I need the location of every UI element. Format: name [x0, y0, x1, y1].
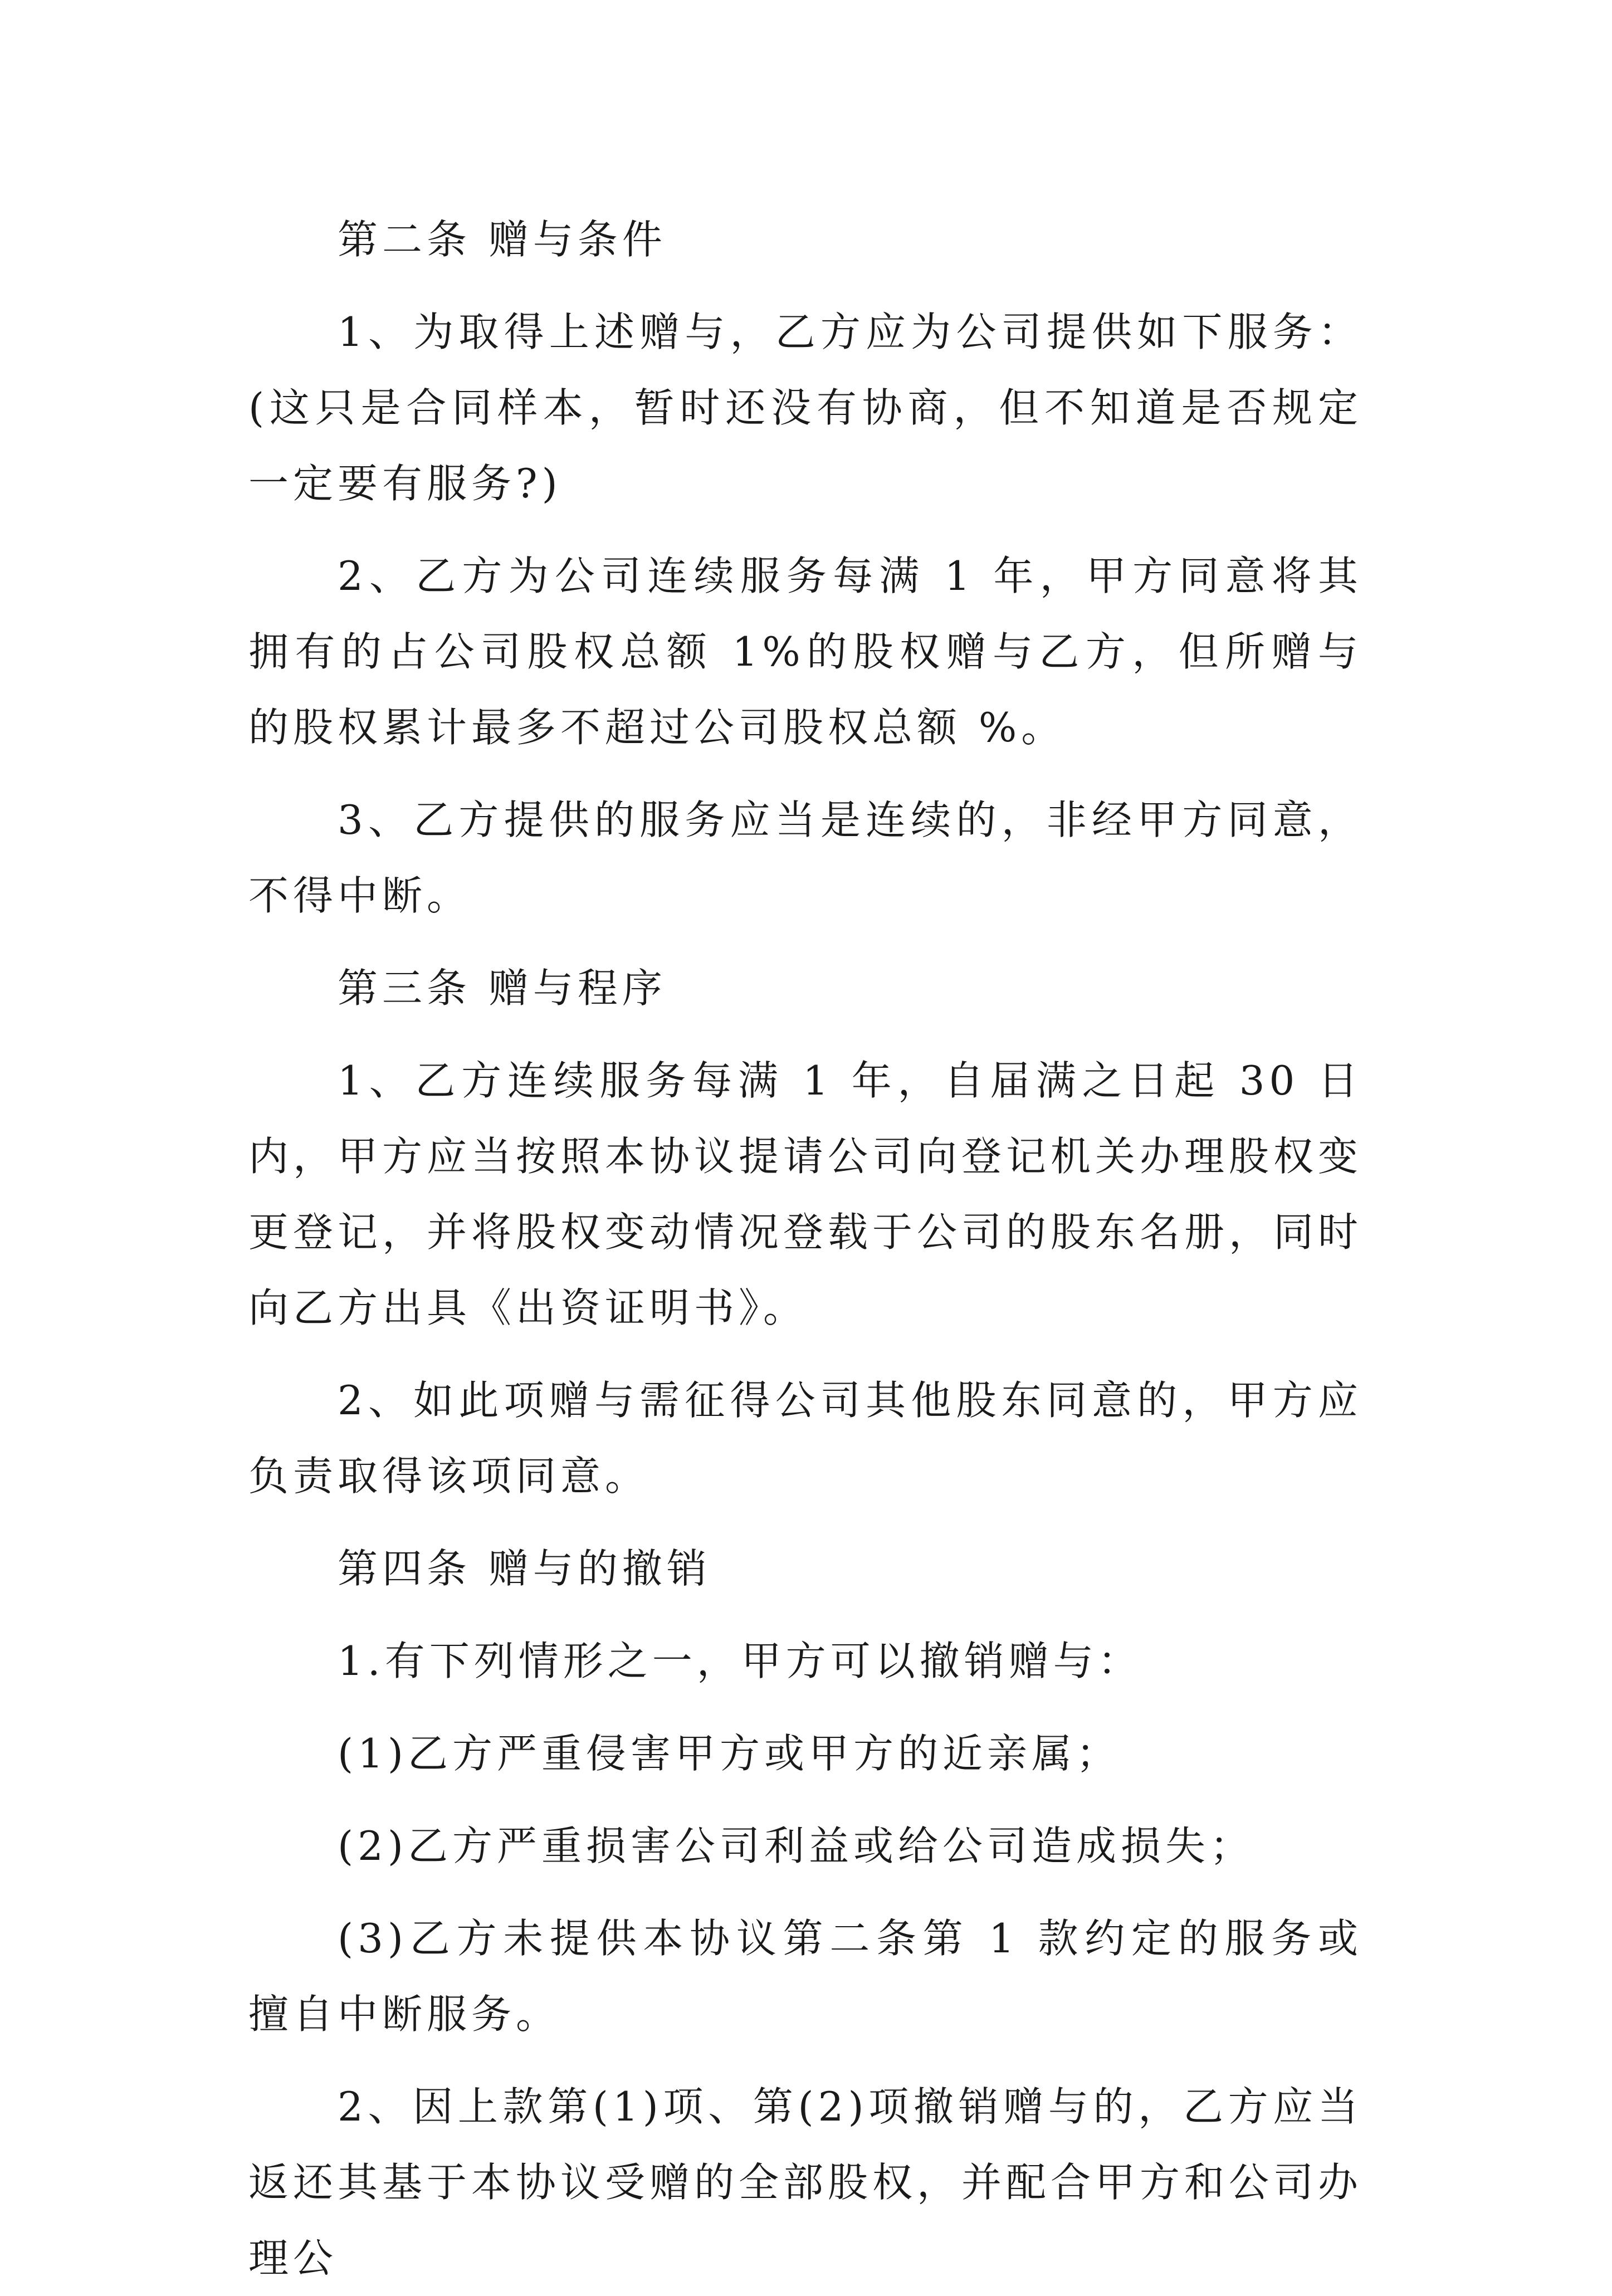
- article-3-heading: 第三条 赠与程序: [338, 965, 667, 1012]
- article-3-clause-1: 1、乙方连续服务每满 1 年，自届满之日起 30 日内，甲方应当按照本协议提请公司向登记机关办理股权变更登记，并将股权变动情况登载于公司的股东名册，同时向乙方出具《出资证明书》。: [248, 1057, 1363, 1331]
- document-body: [248, 202, 1362, 2296]
- article-2-clause-3: 3、乙方提供的服务应当是连续的，非经甲方同意，不得中断。: [248, 797, 1362, 919]
- article-3-clause-2: 2、如此项赠与需征得公司其他股东同意的，甲方应负责取得该项同意。: [248, 1377, 1362, 1499]
- article-4-clause-2: 2、因上款第(1)项、第(2)项撤销赠与的，乙方应当返还其基于本协议受赠的全部股权，并配合甲方和公司办理公: [248, 2083, 1363, 2282]
- article-2-clause-2: 2、乙方为公司连续服务每满 1 年，甲方同意将其拥有的占公司股权总额 1%的股权赠与乙方，但所赠与的股权累计最多不超过公司股权总额 %。: [248, 553, 1362, 751]
- article-4-heading: 第四条 赠与的撤销: [338, 1545, 711, 1592]
- article-4-clause-1: 1.有下列情形之一，甲方可以撤销赠与：: [338, 1638, 1142, 1684]
- article-2-heading: 第二条 赠与条件: [338, 216, 667, 263]
- article-4-item-1: (1)乙方严重侵害甲方或甲方的近亲属；: [338, 1730, 1121, 1777]
- article-4-item-3: (3)乙方未提供本协议第二条第 1 款约定的服务或擅自中断服务。: [248, 1915, 1362, 2038]
- article-2-clause-1: 1、为取得上述赠与，乙方应为公司提供如下服务：(这只是合同样本，暂时还没有协商，但不知道是否规定一定要有服务?): [248, 309, 1362, 507]
- article-4-item-2: (2)乙方严重损害公司利益或给公司造成损失；: [338, 1823, 1254, 1869]
